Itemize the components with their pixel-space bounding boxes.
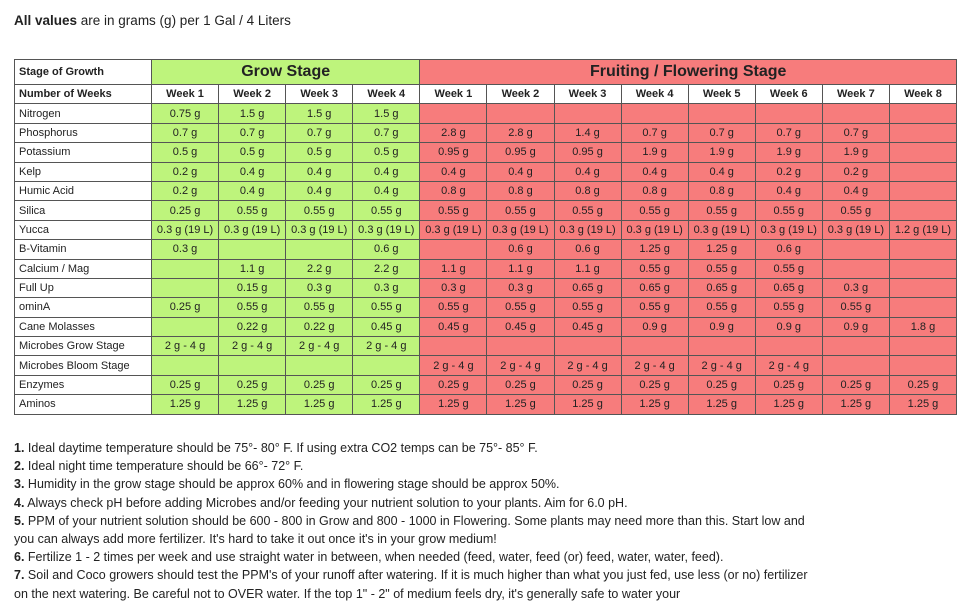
flower-week-header: Week 3 [554, 85, 621, 104]
row-label: Enzymes [15, 375, 152, 394]
flower-cell [889, 259, 956, 278]
flower-week-header: Week 6 [755, 85, 822, 104]
flower-cell: 0.4 g [755, 181, 822, 200]
flower-cell: 1.9 g [822, 143, 889, 162]
grow-cell [152, 356, 219, 375]
note-text: Ideal night time temperature should be 66°- 72° F. [24, 459, 304, 474]
notes-section [14, 439, 814, 603]
flower-cell: 0.4 g [822, 181, 889, 200]
grow-cell [286, 356, 353, 375]
flower-cell: 0.9 g [621, 317, 688, 336]
row-label: Full Up [15, 278, 152, 297]
flower-cell [755, 337, 822, 356]
grow-stage-header: Grow Stage [152, 60, 420, 85]
flower-cell: 2 g - 4 g [487, 356, 554, 375]
flower-cell [621, 337, 688, 356]
notes-list [14, 439, 814, 603]
grow-cell: 1.25 g [286, 395, 353, 414]
flower-stage-header: Fruiting / Flowering Stage [420, 60, 957, 85]
grow-cell: 0.7 g [219, 123, 286, 142]
grow-cell: 0.4 g [353, 162, 420, 181]
grow-cell: 0.55 g [219, 201, 286, 220]
grow-cell [353, 356, 420, 375]
flower-cell [889, 240, 956, 259]
flower-cell: 0.95 g [487, 143, 554, 162]
flower-cell: 0.9 g [755, 317, 822, 336]
flower-cell: 0.55 g [621, 201, 688, 220]
flower-cell [554, 337, 621, 356]
table-row [15, 395, 957, 414]
flower-cell [889, 104, 956, 123]
grow-cell: 0.25 g [152, 375, 219, 394]
flower-cell [822, 259, 889, 278]
flower-cell: 1.8 g [889, 317, 956, 336]
grow-week-header: Week 2 [219, 85, 286, 104]
flower-cell: 0.8 g [688, 181, 755, 200]
row-label: Phosphorus [15, 123, 152, 142]
flower-cell: 0.9 g [688, 317, 755, 336]
flower-cell [621, 104, 688, 123]
flower-cell: 0.55 g [621, 298, 688, 317]
flower-cell [420, 240, 487, 259]
flower-cell: 0.55 g [420, 298, 487, 317]
flower-cell [889, 201, 956, 220]
grow-cell: 1.5 g [219, 104, 286, 123]
row-label: Aminos [15, 395, 152, 414]
grow-cell: 0.15 g [219, 278, 286, 297]
grow-cell: 0.55 g [219, 298, 286, 317]
flower-cell: 1.9 g [688, 143, 755, 162]
flower-cell: 2 g - 4 g [688, 356, 755, 375]
grow-cell: 0.25 g [286, 375, 353, 394]
flower-cell: 0.25 g [822, 375, 889, 394]
note-number: 7. [14, 568, 25, 583]
row-label: Yucca [15, 220, 152, 239]
flower-cell: 0.55 g [688, 259, 755, 278]
flower-cell: 0.55 g [420, 201, 487, 220]
flower-cell: 0.4 g [487, 162, 554, 181]
flower-cell: 0.7 g [822, 123, 889, 142]
flower-cell [822, 104, 889, 123]
feeding-schedule-table [14, 59, 957, 415]
note-text: Humidity in the grow stage should be approx 60% and in flowering stage should be approx 50%. [24, 477, 560, 492]
flower-cell [755, 104, 822, 123]
table-row [15, 201, 957, 220]
grow-cell: 0.4 g [286, 181, 353, 200]
flower-cell: 2.8 g [487, 123, 554, 142]
flower-cell [822, 356, 889, 375]
flower-cell: 0.25 g [688, 375, 755, 394]
note-number: 4. [14, 495, 25, 510]
note-item [14, 548, 814, 566]
table-row [15, 240, 957, 259]
row-label: Nitrogen [15, 104, 152, 123]
flower-cell: 0.8 g [621, 181, 688, 200]
flower-cell: 0.3 g (19 L) [822, 220, 889, 239]
grow-cell: 0.7 g [152, 123, 219, 142]
grow-cell: 0.55 g [286, 298, 353, 317]
flower-cell: 1.25 g [621, 395, 688, 414]
flower-cell: 2 g - 4 g [755, 356, 822, 375]
intro-rest: are in grams (g) per 1 Gal / 4 Liters [77, 13, 291, 28]
grow-cell: 2 g - 4 g [286, 337, 353, 356]
flower-week-header: Week 8 [889, 85, 956, 104]
flower-cell: 1.2 g (19 L) [889, 220, 956, 239]
grow-cell: 0.55 g [353, 201, 420, 220]
grow-cell: 0.75 g [152, 104, 219, 123]
flower-cell: 0.9 g [822, 317, 889, 336]
grow-cell [152, 278, 219, 297]
flower-cell [487, 104, 554, 123]
grow-cell: 0.45 g [353, 317, 420, 336]
grow-cell: 0.4 g [286, 162, 353, 181]
flower-cell: 0.55 g [487, 201, 554, 220]
grow-cell: 0.3 g [286, 278, 353, 297]
row-label: Humic Acid [15, 181, 152, 200]
note-item [14, 566, 814, 602]
flower-cell: 0.95 g [420, 143, 487, 162]
flower-cell: 0.6 g [755, 240, 822, 259]
table-row [15, 123, 957, 142]
note-text: Soil and Coco growers should test the PPM's of your runoff after watering. If it is much higher than what you just fed, use less (or no) fertilizer on the next watering. Be careful not to OVER water. If the top 1" - 2" of medium feels dry, it's generally safe to water your [14, 568, 808, 601]
flower-cell: 0.95 g [554, 143, 621, 162]
flower-cell: 2 g - 4 g [621, 356, 688, 375]
flower-week-header: Week 4 [621, 85, 688, 104]
grow-cell: 0.55 g [286, 201, 353, 220]
flower-cell [487, 337, 554, 356]
flower-week-header: Week 1 [420, 85, 487, 104]
note-item [14, 439, 814, 457]
table-row [15, 337, 957, 356]
flower-cell: 0.55 g [688, 298, 755, 317]
weeks-label: Number of Weeks [15, 85, 152, 104]
flower-cell [889, 123, 956, 142]
grow-cell: 1.1 g [219, 259, 286, 278]
flower-cell: 0.45 g [487, 317, 554, 336]
grow-cell: 0.22 g [286, 317, 353, 336]
grow-cell: 0.25 g [219, 375, 286, 394]
note-number: 3. [14, 477, 25, 492]
row-label: Calcium / Mag [15, 259, 152, 278]
grow-cell: 1.5 g [286, 104, 353, 123]
grow-cell: 0.7 g [286, 123, 353, 142]
flower-cell: 0.8 g [420, 181, 487, 200]
flower-cell: 0.4 g [554, 162, 621, 181]
table-row [15, 181, 957, 200]
flower-cell: 0.25 g [487, 375, 554, 394]
table-row [15, 356, 957, 375]
flower-cell: 0.7 g [621, 123, 688, 142]
note-number: 5. [14, 513, 25, 528]
grow-cell: 0.55 g [353, 298, 420, 317]
flower-cell [889, 278, 956, 297]
note-text: PPM of your nutrient solution should be 600 - 800 in Grow and 800 - 1000 in Flowering. Some plants may need more than this. Start low and you can always add more fertilizer. It's hard to take it out once it's in your grow medium! [14, 513, 805, 547]
row-label: Microbes Grow Stage [15, 337, 152, 356]
table-row [15, 298, 957, 317]
flower-cell: 0.25 g [554, 375, 621, 394]
flower-cell: 0.8 g [554, 181, 621, 200]
grow-cell: 1.25 g [219, 395, 286, 414]
flower-cell: 0.3 g [822, 278, 889, 297]
flower-cell: 1.1 g [487, 259, 554, 278]
table-body [15, 104, 957, 414]
flower-cell: 0.7 g [688, 123, 755, 142]
note-number: 6. [14, 550, 25, 565]
note-item [14, 457, 814, 475]
flower-cell: 0.7 g [755, 123, 822, 142]
grow-week-header: Week 1 [152, 85, 219, 104]
flower-cell: 0.3 g [420, 278, 487, 297]
flower-week-header: Week 5 [688, 85, 755, 104]
grow-cell: 0.3 g (19 L) [219, 220, 286, 239]
flower-cell: 0.55 g [554, 298, 621, 317]
flower-cell: 0.3 g (19 L) [487, 220, 554, 239]
flower-cell: 1.25 g [621, 240, 688, 259]
flower-cell: 1.25 g [688, 395, 755, 414]
grow-cell: 0.25 g [353, 375, 420, 394]
grow-cell: 2 g - 4 g [152, 337, 219, 356]
grow-cell: 1.25 g [353, 395, 420, 414]
flower-cell: 0.55 g [822, 201, 889, 220]
flower-cell: 0.4 g [621, 162, 688, 181]
flower-cell [822, 240, 889, 259]
note-item [14, 475, 814, 493]
grow-cell [219, 356, 286, 375]
flower-cell: 1.25 g [487, 395, 554, 414]
flower-cell: 0.65 g [755, 278, 822, 297]
flower-cell: 0.45 g [420, 317, 487, 336]
row-label: Silica [15, 201, 152, 220]
flower-cell: 0.6 g [554, 240, 621, 259]
row-label: Cane Molasses [15, 317, 152, 336]
grow-cell: 2.2 g [353, 259, 420, 278]
flower-cell: 0.2 g [822, 162, 889, 181]
flower-cell: 0.55 g [487, 298, 554, 317]
grow-cell: 0.4 g [353, 181, 420, 200]
flower-cell [889, 143, 956, 162]
flower-cell: 2.8 g [420, 123, 487, 142]
flower-cell: 0.4 g [420, 162, 487, 181]
flower-cell: 0.45 g [554, 317, 621, 336]
grow-cell: 0.22 g [219, 317, 286, 336]
flower-week-header: Week 7 [822, 85, 889, 104]
grow-cell: 0.4 g [219, 181, 286, 200]
grow-cell: 0.5 g [353, 143, 420, 162]
grow-week-header: Week 4 [353, 85, 420, 104]
flower-cell: 0.3 g [487, 278, 554, 297]
grow-cell: 0.4 g [219, 162, 286, 181]
flower-cell: 0.25 g [889, 375, 956, 394]
stage-header-row [15, 60, 957, 85]
flower-cell [889, 298, 956, 317]
flower-cell: 0.65 g [554, 278, 621, 297]
note-number: 2. [14, 459, 25, 474]
note-number: 1. [14, 441, 25, 455]
flower-cell: 1.9 g [621, 143, 688, 162]
grow-cell [152, 259, 219, 278]
grow-cell: 0.2 g [152, 181, 219, 200]
row-label: Potassium [15, 143, 152, 162]
grow-cell: 1.25 g [152, 395, 219, 414]
table-row [15, 259, 957, 278]
flower-cell [889, 181, 956, 200]
table-row [15, 143, 957, 162]
intro-text [14, 13, 291, 28]
grow-cell: 2.2 g [286, 259, 353, 278]
flower-cell: 0.55 g [822, 298, 889, 317]
flower-cell [554, 104, 621, 123]
flower-cell: 1.25 g [822, 395, 889, 414]
flower-cell: 0.25 g [621, 375, 688, 394]
table-row [15, 278, 957, 297]
note-text: Fertilize 1 - 2 times per week and use straight water in between, when needed (feed, water, feed (or) feed, water, water, feed). [24, 550, 724, 565]
flower-cell [688, 104, 755, 123]
grow-cell: 0.3 g (19 L) [152, 220, 219, 239]
grow-cell: 0.25 g [152, 298, 219, 317]
flower-cell [420, 337, 487, 356]
note-item [14, 512, 814, 548]
grow-cell [286, 240, 353, 259]
flower-cell: 0.55 g [688, 201, 755, 220]
flower-cell: 2 g - 4 g [420, 356, 487, 375]
flower-cell [420, 104, 487, 123]
grow-cell: 2 g - 4 g [353, 337, 420, 356]
grow-cell: 2 g - 4 g [219, 337, 286, 356]
flower-cell: 1.25 g [755, 395, 822, 414]
intro-bold: All values [14, 13, 78, 28]
flower-cell [889, 356, 956, 375]
grow-cell: 0.6 g [353, 240, 420, 259]
flower-cell: 0.55 g [755, 201, 822, 220]
grow-week-header: Week 3 [286, 85, 353, 104]
row-label: B-Vitamin [15, 240, 152, 259]
flower-cell: 1.1 g [420, 259, 487, 278]
grow-cell: 0.3 g [353, 278, 420, 297]
note-text: Always check pH before adding Microbes and/or feeding your nutrient solution to your plants. Aim for 6.0 pH. [24, 495, 628, 510]
flower-cell [688, 337, 755, 356]
table-row [15, 375, 957, 394]
flower-cell [889, 337, 956, 356]
flower-cell [889, 162, 956, 181]
flower-cell: 1.9 g [755, 143, 822, 162]
grow-cell: 0.3 g (19 L) [286, 220, 353, 239]
grow-cell [219, 240, 286, 259]
flower-cell: 0.8 g [487, 181, 554, 200]
grow-cell: 0.5 g [286, 143, 353, 162]
grow-cell: 0.25 g [152, 201, 219, 220]
grow-cell [152, 317, 219, 336]
flower-cell: 0.65 g [621, 278, 688, 297]
grow-cell: 0.7 g [353, 123, 420, 142]
flower-cell: 1.25 g [420, 395, 487, 414]
grow-cell: 0.5 g [219, 143, 286, 162]
flower-cell: 2 g - 4 g [554, 356, 621, 375]
flower-cell [822, 337, 889, 356]
table-row [15, 104, 957, 123]
flower-cell: 1.25 g [688, 240, 755, 259]
flower-cell: 0.55 g [554, 201, 621, 220]
weeks-header-row [15, 85, 957, 104]
stage-label: Stage of Growth [15, 60, 152, 85]
flower-week-header: Week 2 [487, 85, 554, 104]
flower-cell: 1.25 g [889, 395, 956, 414]
flower-cell: 0.55 g [755, 259, 822, 278]
flower-cell: 0.25 g [755, 375, 822, 394]
flower-cell: 0.3 g (19 L) [420, 220, 487, 239]
row-label: ominA [15, 298, 152, 317]
grow-cell: 1.5 g [353, 104, 420, 123]
note-item [14, 494, 814, 512]
grow-cell: 0.3 g [152, 240, 219, 259]
grow-cell: 0.2 g [152, 162, 219, 181]
flower-cell: 0.3 g (19 L) [755, 220, 822, 239]
flower-cell: 0.25 g [420, 375, 487, 394]
flower-cell: 1.1 g [554, 259, 621, 278]
flower-cell: 0.3 g (19 L) [554, 220, 621, 239]
row-label: Microbes Bloom Stage [15, 356, 152, 375]
flower-cell: 1.25 g [554, 395, 621, 414]
flower-cell: 0.2 g [755, 162, 822, 181]
grow-cell: 0.3 g (19 L) [353, 220, 420, 239]
flower-cell: 0.3 g (19 L) [621, 220, 688, 239]
flower-cell: 0.6 g [487, 240, 554, 259]
flower-cell: 0.4 g [688, 162, 755, 181]
table-row [15, 317, 957, 336]
flower-cell: 0.55 g [755, 298, 822, 317]
flower-cell: 0.55 g [621, 259, 688, 278]
grow-cell: 0.5 g [152, 143, 219, 162]
row-label: Kelp [15, 162, 152, 181]
table-row [15, 162, 957, 181]
flower-cell: 1.4 g [554, 123, 621, 142]
flower-cell: 0.65 g [688, 278, 755, 297]
flower-cell: 0.3 g (19 L) [688, 220, 755, 239]
note-text: Ideal daytime temperature should be 75°- 80° F. If using extra CO2 temps can be 75°- 85° F. [24, 441, 538, 455]
table-row [15, 220, 957, 239]
